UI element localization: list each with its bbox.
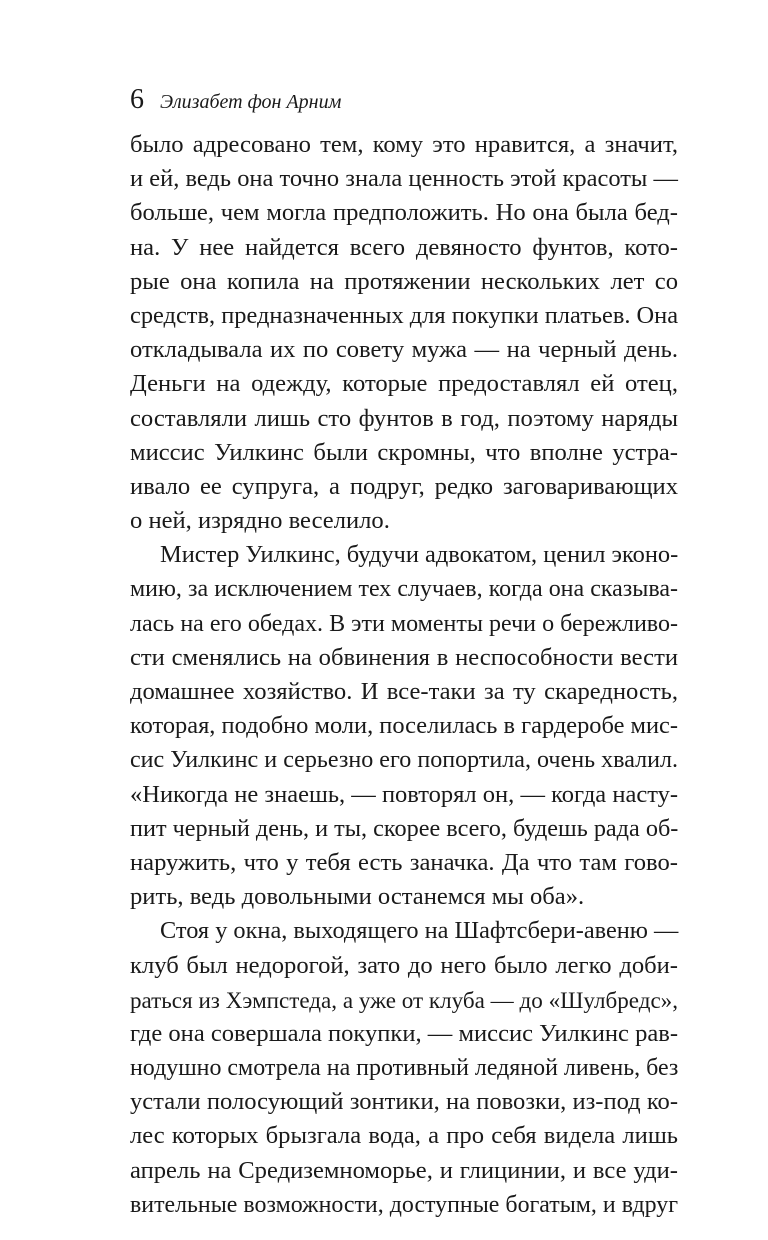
text-line: «Никогда не знаешь, — повторял он, — когда насту- — [130, 780, 678, 808]
text-line: сис Уилкинс и серьезно его попортила, очень хвалил. — [130, 747, 678, 774]
text-line: вительные возможности, доступные богатым, и вдруг — [130, 1191, 678, 1218]
running-head: Элизабет фон Арним — [160, 91, 342, 113]
text-line: домашнее хозяйство. И все-таки за ту скаредность, — [130, 678, 678, 705]
text-line: больше, чем могла предположить. Но она была бед- — [130, 199, 678, 227]
text-line: составляли лишь сто фунтов в год, поэтому наряды — [130, 404, 678, 432]
text-line: Мистер Уилкинс, будучи адвокатом, ценил эконо- — [160, 541, 679, 569]
text-line: нодушно смотрела на противный ледяной ливень, без — [130, 1055, 679, 1082]
text-line: лась на его обедах. В эти моменты речи о бережливо- — [130, 610, 678, 637]
text-line: Стоя у окна, выходящего на Шафтсбери-авеню — — [160, 917, 679, 945]
text-line: сти сменялись на обвинения в неспособности вести — [130, 643, 678, 671]
text-line: апрель на Средиземноморье, и глицинии, и все уди- — [130, 1156, 678, 1184]
text-line: где она совершала покупки, — миссис Уилкинс рав- — [130, 1019, 678, 1047]
text-line: о ней, изрядно веселило. — [130, 507, 390, 535]
text-line: было адресовано тем, кому это нравится, а значит, — [130, 131, 678, 158]
body-text — [130, 128, 678, 1222]
text-line: пит черный день, и ты, скорее всего, будешь рада об- — [130, 814, 679, 842]
text-line: и ей, ведь она точно знала ценность этой красоты — — [130, 165, 678, 193]
text-line: средств, предназначенных для покупки платьев. Она — [130, 301, 679, 329]
text-line: рить, ведь довольными останемся мы оба». — [130, 883, 585, 911]
text-line: наружить, что у тебя есть заначка. Да что там гово- — [130, 848, 678, 876]
text-line: устали полосующий зонтики, на повозки, из-под ко- — [130, 1088, 678, 1116]
text-line: клуб был недорогой, зато до него было легко доби- — [130, 951, 678, 979]
text-line: Деньги на одежду, которые предоставлял ей отец, — [130, 370, 678, 398]
text-line: лес которых брызгала вода, а про себя видела лишь — [130, 1122, 678, 1150]
text-line: ивало ее супруга, а подруг, редко заговаривающих — [130, 472, 678, 500]
page-header — [130, 84, 341, 116]
text-line: которая, подобно моли, поселилась в гардеробе мис- — [130, 712, 678, 740]
page-number: 6 — [130, 84, 144, 115]
text-line: мию, за исключением тех случаев, когда она сказыва- — [130, 576, 678, 603]
text-line: раться из Хэмпстеда, а уже от клуба — до «Шулбредс», — [130, 986, 678, 1013]
text-line: откладывала их по совету мужа — на черный день. — [130, 336, 678, 364]
text-line: рые она копила на протяжении нескольких лет со — [130, 267, 678, 295]
text-line: на. У нее найдется всего девяносто фунтов, кото- — [130, 233, 678, 261]
text-line: миссис Уилкинс были скромны, что вполне устра- — [130, 438, 678, 466]
